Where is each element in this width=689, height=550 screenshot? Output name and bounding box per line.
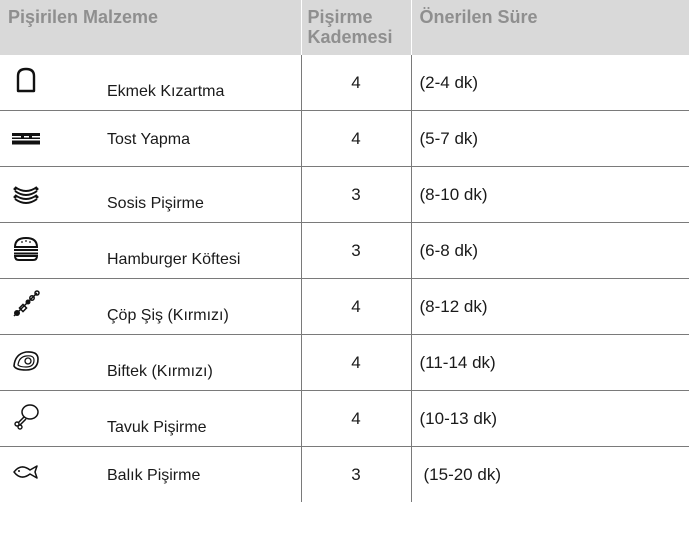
ingredient-cell	[0, 223, 301, 279]
ingredient-name: Tost Yapma	[107, 131, 191, 148]
table-row	[0, 167, 689, 223]
ingredient-name: Biftek (Kırmızı)	[107, 363, 213, 380]
sausage-icon	[12, 178, 40, 206]
time-cell: (8-10 dk)	[411, 167, 689, 223]
table-row	[0, 279, 689, 335]
level-cell: 3	[301, 447, 411, 503]
steak-icon	[12, 346, 40, 374]
time-cell: (11-14 dk)	[411, 335, 689, 391]
header-time: Önerilen Süre	[411, 0, 689, 55]
table-row	[0, 55, 689, 111]
table-row	[0, 111, 689, 167]
time-cell: (10-13 dk)	[411, 391, 689, 447]
sandwich-icon	[12, 122, 40, 150]
header-ingredient: Pişirilen Malzeme	[0, 0, 301, 55]
time-cell: (15-20 dk)	[411, 447, 689, 503]
ingredient-cell	[0, 391, 301, 447]
time-cell: (5-7 dk)	[411, 111, 689, 167]
level-cell: 4	[301, 391, 411, 447]
table-row	[0, 335, 689, 391]
time-cell: (8-12 dk)	[411, 279, 689, 335]
ingredient-cell	[0, 167, 301, 223]
ingredient-name: Çöp Şiş (Kırmızı)	[107, 307, 229, 324]
ingredient-name: Hamburger Köftesi	[107, 251, 241, 268]
fish-icon	[12, 458, 40, 486]
hamburger-icon	[12, 234, 40, 262]
ingredient-cell	[0, 55, 301, 111]
ingredient-name: Sosis Pişirme	[107, 195, 204, 212]
table-row	[0, 391, 689, 447]
ingredient-cell	[0, 111, 301, 167]
ingredient-cell	[0, 335, 301, 391]
level-cell: 4	[301, 279, 411, 335]
ingredient-cell	[0, 447, 301, 503]
toast-bread-icon	[12, 66, 40, 94]
time-cell: (6-8 dk)	[411, 223, 689, 279]
ingredient-name: Balık Pişirme	[107, 467, 201, 484]
chicken-drumstick-icon	[12, 402, 40, 430]
ingredient-name: Ekmek Kızartma	[107, 83, 225, 100]
table-header-row	[0, 0, 689, 55]
header-level-line2: Kademesi	[307, 27, 393, 47]
level-cell: 4	[301, 55, 411, 111]
level-cell: 4	[301, 111, 411, 167]
level-cell: 3	[301, 223, 411, 279]
header-level	[301, 0, 411, 55]
table-row	[0, 447, 689, 503]
table-row	[0, 223, 689, 279]
level-cell: 4	[301, 335, 411, 391]
ingredient-cell	[0, 279, 301, 335]
ingredient-name: Tavuk Pişirme	[107, 419, 207, 436]
header-level-line1: Pişirme	[307, 7, 373, 27]
time-cell: (2-4 dk)	[411, 55, 689, 111]
skewer-icon	[12, 290, 40, 318]
level-cell: 3	[301, 167, 411, 223]
